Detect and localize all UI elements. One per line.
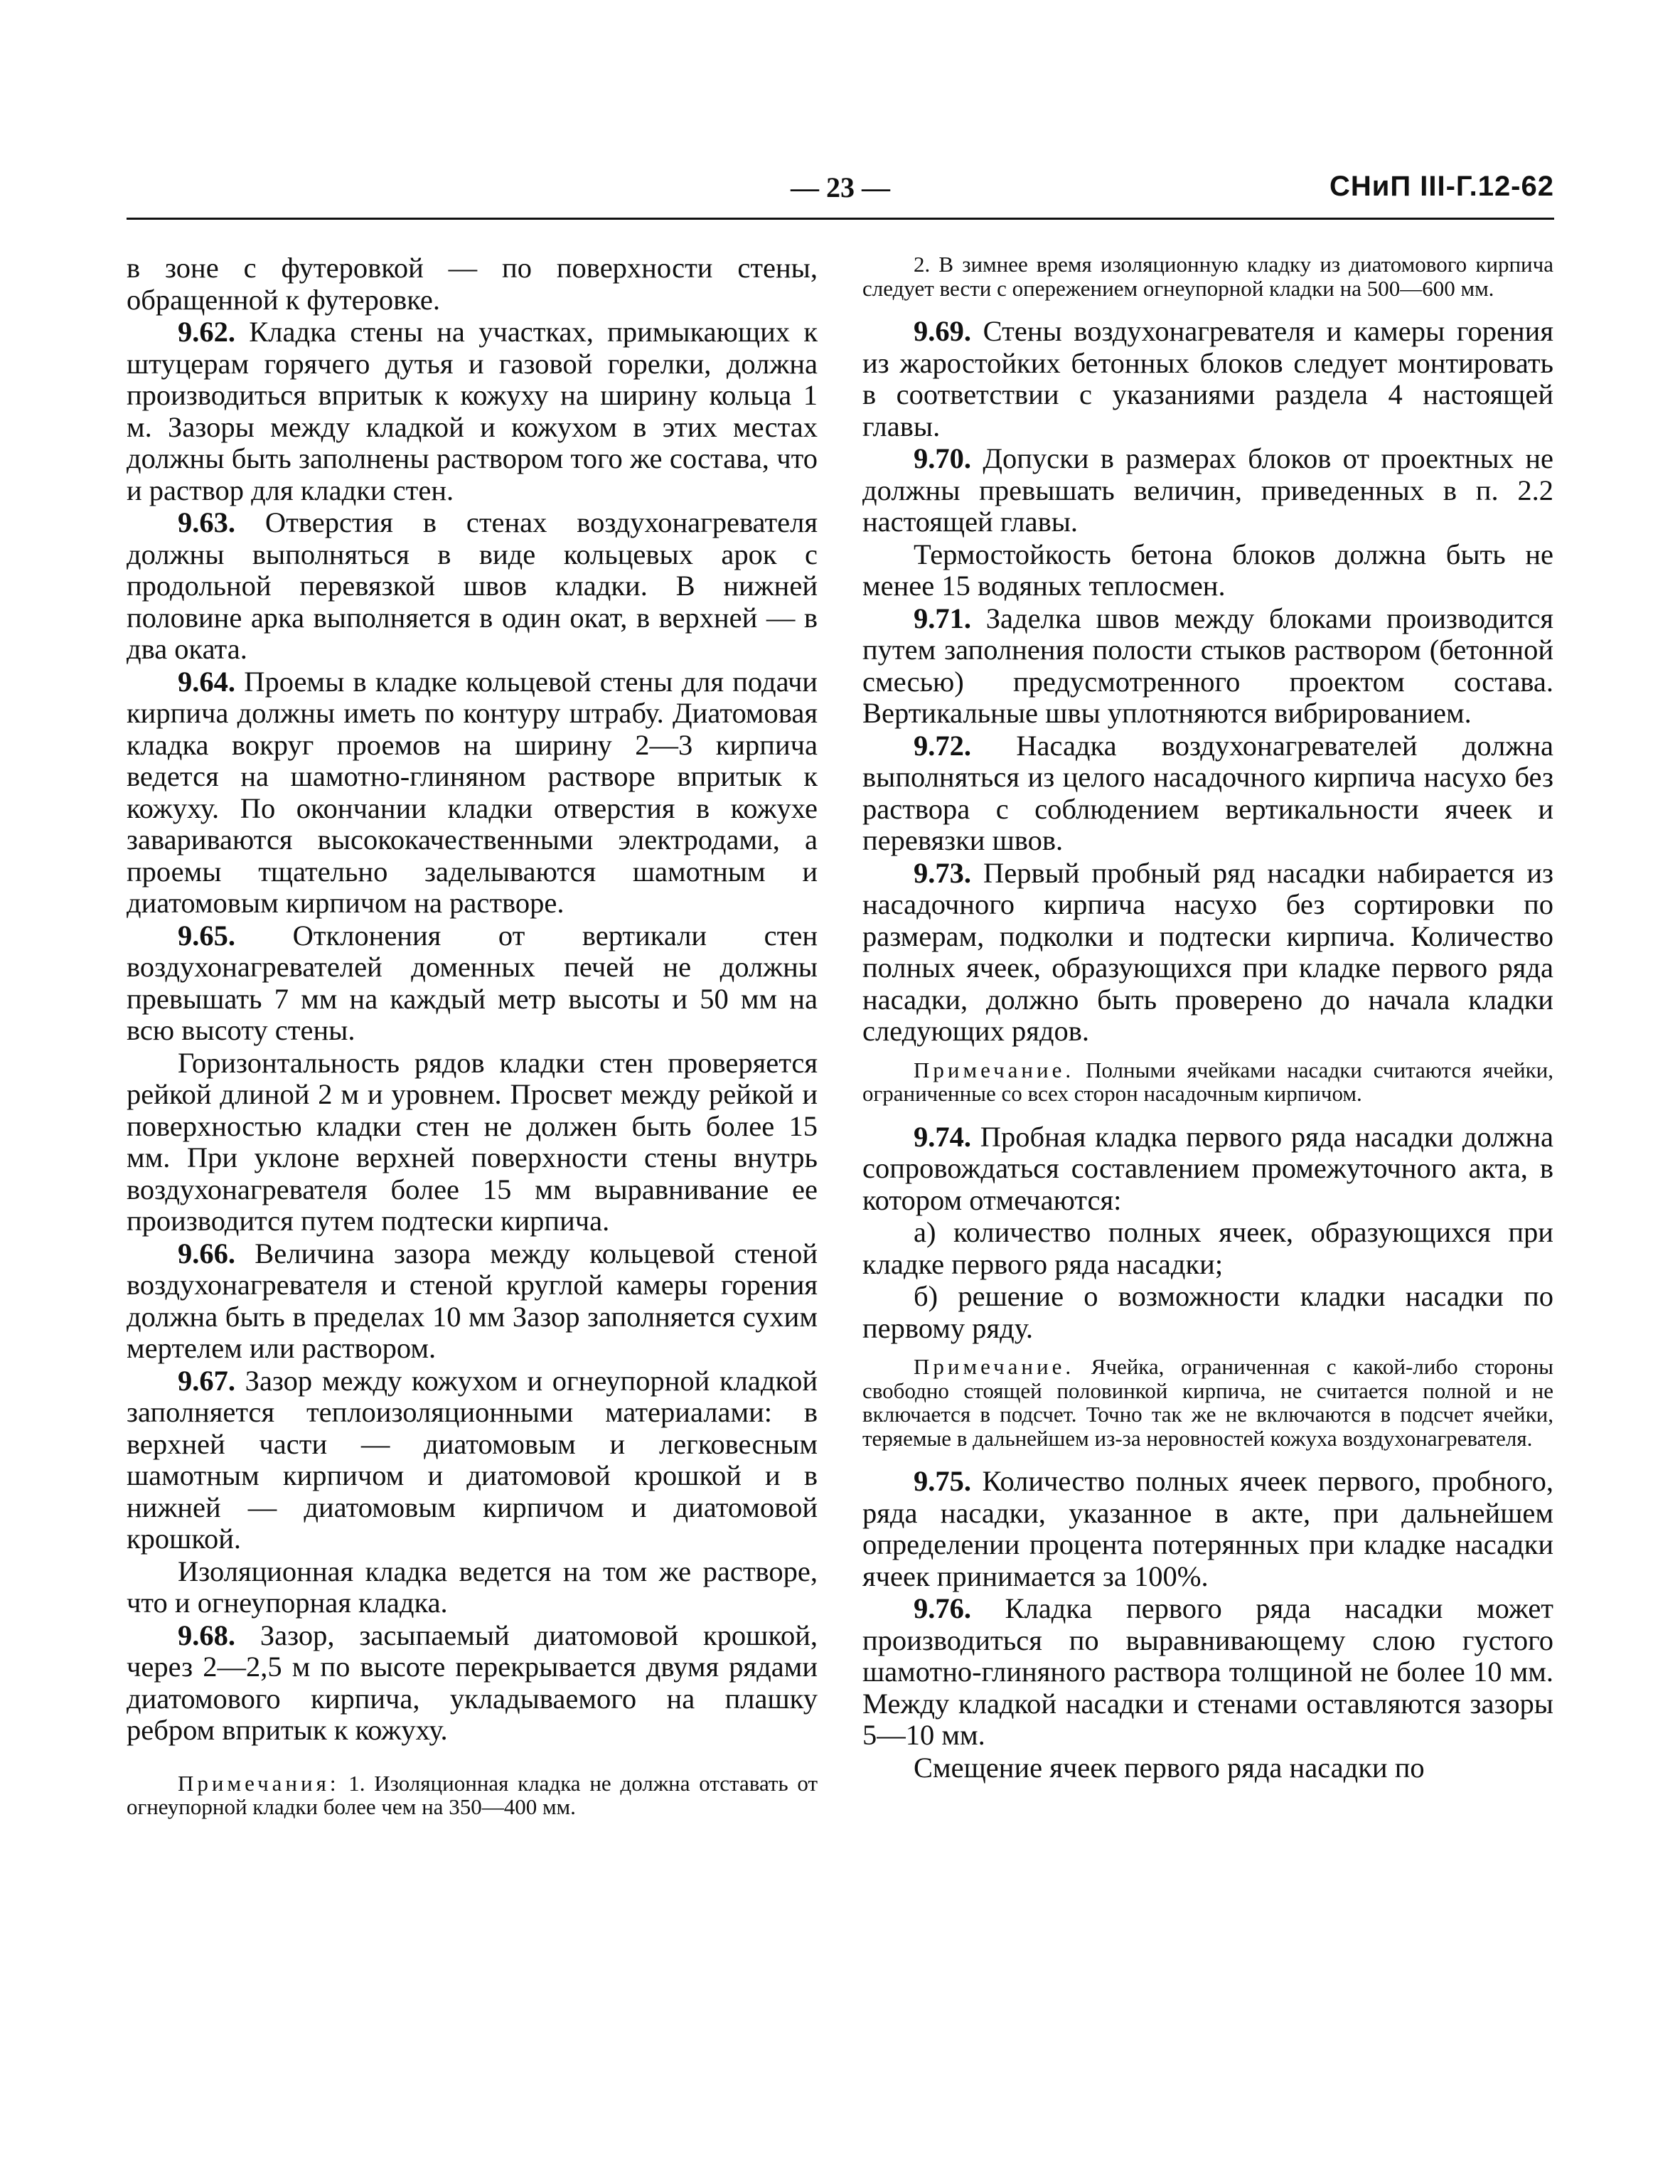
section-number: 9.75. — [914, 1465, 971, 1497]
section-number: 9.69. — [914, 315, 971, 347]
section-text: Первый пробный ряд насадки набирается из насадочного кирпича насухо без сортировки по размерам, подколки и подтески кирпича. Количество полных ячеек, образующихся при кладке первого ряда насадки, должно быть проверено до начала кладки следующих рядов. — [862, 856, 1553, 1047]
section-9-68 — [127, 1620, 818, 1747]
note-label: Примечание. — [914, 1354, 1075, 1379]
note-label: Примечание. — [914, 1057, 1075, 1082]
right-column — [862, 252, 1553, 1784]
section-text: Отклонения от вертикали стен воздухонагревателей доменных печей не должны превышать 7 мм на каждый метр высоты и 50 мм на всю высоту стены. — [127, 919, 818, 1046]
section-number: 9.62. — [178, 316, 235, 348]
section-text: Зазор между кожухом и огнеупорной кладкой заполняется теплоизоляционными материалами: в верхней части — диатомовым и легковесным шамотным кирпичом и диатомовой крошкой и в нижней — диатомовым кирпичом и диатомовой крошкой. — [127, 1364, 818, 1555]
section-9-63 — [127, 507, 818, 666]
section-9-67 — [127, 1365, 818, 1555]
section-9-65 — [127, 920, 818, 1047]
section-9-64 — [127, 666, 818, 920]
page-number: — 23 — — [791, 171, 890, 203]
section-number: 9.76. — [914, 1592, 971, 1624]
document-code: СНиП III-Г.12-62 — [1329, 171, 1554, 202]
section-number: 9.72. — [914, 729, 971, 762]
section-number: 9.66. — [178, 1237, 235, 1269]
section-text: Величина зазора между кольцевой стеной воздухонагревателя и стеной круглой камеры горения должна быть в пределах 10 мм Зазор заполняется сухим мертелем или раствором. — [127, 1237, 818, 1364]
note-3 — [862, 1058, 1553, 1106]
note-2: 2. В зимнее время изоляционную кладку из диатомового кирпича следует вести с опережением огнеупорной кладки на 500—600 мм. — [862, 252, 1553, 301]
section-text: Заделка швов между блоками производится путем заполнения полости стыков раствором (бетонной смесью) предусмотренного проектом состава. Вертикальные швы уплотняются вибрированием. — [862, 602, 1553, 729]
note-text: Ячейка, ограниченная с какой-либо стороны свободно стоящей половинкой кирпича, не считается полной и не включается в подсчет. Точно так же не включаются в подсчет ячейки, теряемые в дальнейшем из-за неровностей кожуха воздухонагревателя. — [862, 1354, 1553, 1451]
section-text: Зазор, засыпаемый диатомовой крошкой, через 2—2,5 м по высоте перекрывается двумя рядами диатомового кирпича, укладываемого на плашку ребром впритык к кожуху. — [127, 1619, 818, 1746]
section-9-75 — [862, 1466, 1553, 1592]
paragraph-continuation: в зоне с футеровкой — по поверхности стены, обращенной к футеровке. — [127, 252, 818, 316]
section-text: Стены воздухонагревателя и камеры горения из жаростойких бетонных блоков следует монтировать в соответствии с указаниями раздела 4 настоящей главы. — [862, 315, 1553, 442]
note-text: 1. Изоляционная кладка не должна отставать от огнеупорной кладки более чем на 350—400 мм. — [127, 1770, 818, 1819]
paragraph-cell-offset: Смещение ячеек первого ряда насадки по — [914, 1751, 1425, 1784]
list-item-a: а) количество полных ячеек, образующихся при кладке первого ряда насадки; — [862, 1216, 1553, 1280]
list-item-b: б) решение о возможности кладки насадки по первому ряду. — [862, 1280, 1553, 1344]
header-rule — [127, 218, 1554, 220]
paragraph-thermal-resistance: Термостойкость бетона блоков должна быть не менее 15 водяных теплосмен. — [862, 538, 1553, 602]
section-9-62 — [127, 316, 818, 506]
note-text: Полными ячейками насадки считаются ячейки, ограниченные со всех сторон насадочным кирпичом. — [862, 1057, 1553, 1106]
section-text: Пробная кладка первого ряда насадки должна сопровождаться составлением промежуточного акта, в котором отмечаются: — [862, 1120, 1553, 1216]
paragraph-horizontality: Горизонтальность рядов кладки стен проверяется рейкой длиной 2 м и уровнем. Просвет между рейкой и поверхностью кладки стен не должен быть более 15 мм. При уклоне верхней поверхности стены внутрь воздухонагревателя более 15 мм выравнивание ее производится путем подтески кирпича. — [127, 1046, 818, 1237]
section-number: 9.65. — [178, 919, 235, 952]
section-number: 9.70. — [914, 442, 971, 474]
section-9-70 — [862, 443, 1553, 538]
section-9-73 — [862, 858, 1553, 1048]
note-1 — [127, 1772, 818, 1819]
section-number: 9.71. — [914, 602, 971, 634]
paragraph-insulation: Изоляционная кладка ведется на том же растворе, что и огнеупорная кладка. — [127, 1555, 818, 1619]
section-text: Проемы в кладке кольцевой стены для подачи кирпича должны иметь по контуру штрабу. Диатомовая кладка вокруг проемов на ширину 2—3 кирпича ведется на шамотно-глиняном растворе впритык к кожуху. По окончании кладки отверстия в кожухе завариваются высококачественными электродами, а проемы тщательно заделываются шамотным и диатомовым кирпичом на растворе. — [127, 665, 818, 919]
section-number: 9.73. — [914, 856, 971, 889]
section-9-71 — [862, 603, 1553, 730]
section-number: 9.68. — [178, 1619, 235, 1651]
section-9-69 — [862, 316, 1553, 442]
section-text: Отверстия в стенах воздухонагревателя должны выполняться в виде кольцевых арок с продольной перевязкой швов кладки. В нижней половине арка выполняется в один окат, в верхней — в два оката. — [127, 506, 818, 665]
section-text: Допуски в размерах блоков от проектных не должны превышать величин, приведенных в п. 2.2 настоящей главы. — [862, 442, 1553, 538]
left-column — [127, 252, 818, 1819]
section-text: Количество полных ячеек первого, пробного, ряда насадки, указанное в акте, при дальнейшем определении процента потерянных при кладке насадки ячеек принимается за 100%. — [862, 1465, 1553, 1592]
section-9-66 — [127, 1238, 818, 1365]
page-header — [127, 171, 1554, 216]
note-4 — [862, 1355, 1553, 1450]
section-9-74 — [862, 1122, 1553, 1217]
note-label: Примечания: — [178, 1770, 340, 1796]
section-number: 9.67. — [178, 1364, 235, 1397]
section-text: Кладка первого ряда насадки может производиться по выравнивающему слою густого шамотно-глиняного раствора толщиной не более 10 мм. Между кладкой насадки и стенами оставляются зазоры 5—10 мм. — [862, 1592, 1553, 1751]
section-number: 9.64. — [178, 665, 235, 698]
section-number: 9.63. — [178, 506, 235, 538]
section-text: Насадка воздухонагревателей должна выполняться из целого насадочного кирпича насухо без раствора с соблюдением вертикальности ячеек и перевязки швов. — [862, 729, 1553, 856]
section-text: Кладка стены на участках, примыкающих к штуцерам горячего дутья и газовой горелки, должна производиться впритык к кожуху на ширину кольца 1 м. Зазоры между кладкой и кожухом в этих местах должны быть заполнены раствором того же состава, что и раствор для кладки стен. — [127, 316, 818, 506]
section-number: 9.74. — [914, 1120, 971, 1153]
section-9-72 — [862, 730, 1553, 857]
section-9-76 — [862, 1593, 1553, 1752]
